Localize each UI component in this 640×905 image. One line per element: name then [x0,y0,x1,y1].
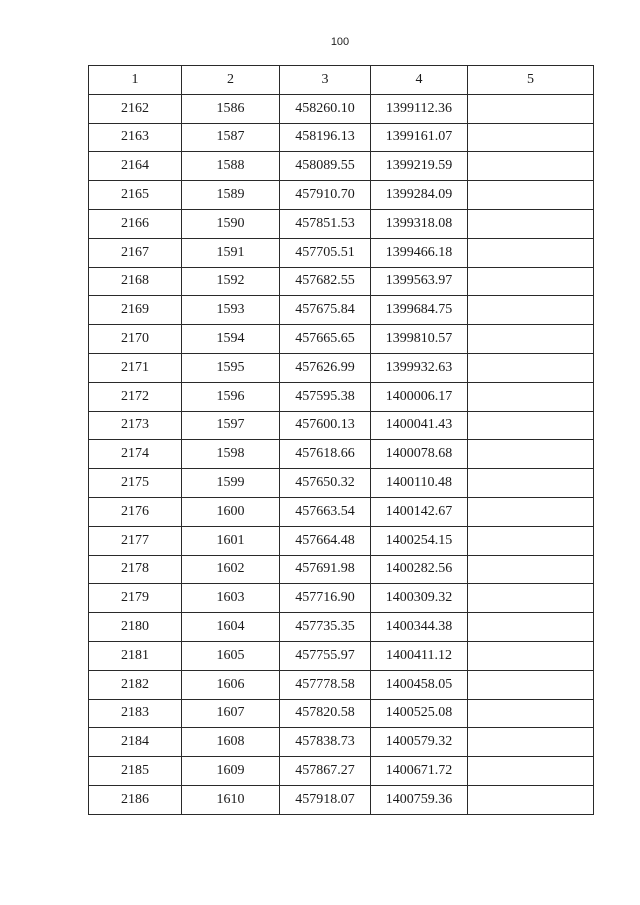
table-row [89,497,594,526]
table-cell: 1608 [182,728,280,757]
table-row [89,181,594,210]
table-cell: 2177 [89,526,182,555]
table-cell: 457682.55 [280,267,371,296]
table-cell: 457820.58 [280,699,371,728]
table-cell [468,469,594,498]
table-row [89,267,594,296]
table-cell: 1601 [182,526,280,555]
table-cell: 1399318.08 [371,209,468,238]
table-cell [468,728,594,757]
table-cell: 1400006.17 [371,382,468,411]
table-cell: 1591 [182,238,280,267]
table-cell [468,152,594,181]
table-cell: 458089.55 [280,152,371,181]
table-cell: 2168 [89,267,182,296]
table-row [89,94,594,123]
table-cell: 2180 [89,613,182,642]
table-cell: 1607 [182,699,280,728]
table-cell: 1593 [182,296,280,325]
table-header-row [89,66,594,95]
table-cell: 2182 [89,670,182,699]
table-cell [468,641,594,670]
table-cell: 457838.73 [280,728,371,757]
table-row [89,325,594,354]
table-cell: 1399161.07 [371,123,468,152]
table-row [89,440,594,469]
table-row [89,526,594,555]
table-cell: 457851.53 [280,209,371,238]
table-cell [468,785,594,814]
table-cell: 2162 [89,94,182,123]
table-cell: 1603 [182,584,280,613]
table-cell: 2163 [89,123,182,152]
table-cell: 457705.51 [280,238,371,267]
table-cell: 1596 [182,382,280,411]
table-cell [468,238,594,267]
table-cell: 1399219.59 [371,152,468,181]
table-row [89,613,594,642]
table-cell [468,584,594,613]
column-header: 5 [468,66,594,95]
table-cell: 458196.13 [280,123,371,152]
table-cell: 1590 [182,209,280,238]
table-cell: 457665.65 [280,325,371,354]
table-cell [468,670,594,699]
table-cell [468,353,594,382]
table-cell [468,267,594,296]
table-cell: 1399684.75 [371,296,468,325]
table-row [89,555,594,584]
table-row [89,353,594,382]
table-row [89,382,594,411]
table-cell [468,209,594,238]
table-cell: 457778.58 [280,670,371,699]
table-cell: 457910.70 [280,181,371,210]
table-cell: 1602 [182,555,280,584]
table-cell: 1586 [182,94,280,123]
table-cell: 457663.54 [280,497,371,526]
table-row [89,123,594,152]
table-cell: 457618.66 [280,440,371,469]
table-cell: 2181 [89,641,182,670]
table-cell: 457595.38 [280,382,371,411]
table-cell: 1606 [182,670,280,699]
table-cell: 1587 [182,123,280,152]
table-row [89,728,594,757]
table-cell [468,325,594,354]
table-cell [468,699,594,728]
table-cell: 1400759.36 [371,785,468,814]
table-cell: 2167 [89,238,182,267]
table-cell: 1400142.67 [371,497,468,526]
table-row [89,296,594,325]
table-cell: 1400254.15 [371,526,468,555]
table-cell: 457867.27 [280,757,371,786]
table-cell: 1399932.63 [371,353,468,382]
table-cell: 457716.90 [280,584,371,613]
table-cell: 457755.97 [280,641,371,670]
table-cell: 457600.13 [280,411,371,440]
table-cell: 1400525.08 [371,699,468,728]
table-row [89,584,594,613]
table-cell: 2171 [89,353,182,382]
table-body [89,66,594,815]
table-cell: 457918.07 [280,785,371,814]
table-cell: 1609 [182,757,280,786]
table-cell: 1595 [182,353,280,382]
table-cell: 1400078.68 [371,440,468,469]
table-cell [468,613,594,642]
table-cell [468,181,594,210]
table-cell: 2164 [89,152,182,181]
table-cell [468,94,594,123]
column-header: 3 [280,66,371,95]
table-cell: 458260.10 [280,94,371,123]
table-cell: 1598 [182,440,280,469]
table-cell: 2184 [89,728,182,757]
table-cell: 457675.84 [280,296,371,325]
table-cell: 2185 [89,757,182,786]
table-cell: 2179 [89,584,182,613]
table-row [89,209,594,238]
table-cell: 1400282.56 [371,555,468,584]
table-cell: 1604 [182,613,280,642]
table-cell: 1594 [182,325,280,354]
table-cell: 2186 [89,785,182,814]
table-row [89,757,594,786]
table-cell: 1399466.18 [371,238,468,267]
coordinates-table [88,65,594,815]
column-header: 2 [182,66,280,95]
table-cell: 1592 [182,267,280,296]
table-cell: 2170 [89,325,182,354]
table-cell: 2173 [89,411,182,440]
table-cell: 457626.99 [280,353,371,382]
table-cell: 1400458.05 [371,670,468,699]
table-cell: 1400344.38 [371,613,468,642]
table-cell: 1605 [182,641,280,670]
table-cell [468,123,594,152]
table-cell: 1599 [182,469,280,498]
table-cell [468,555,594,584]
table-cell: 1588 [182,152,280,181]
table-cell: 2178 [89,555,182,584]
table-cell: 457691.98 [280,555,371,584]
table-cell [468,497,594,526]
table-cell: 1610 [182,785,280,814]
table-cell: 2183 [89,699,182,728]
table-cell: 1400041.43 [371,411,468,440]
table-cell: 2172 [89,382,182,411]
column-header: 1 [89,66,182,95]
table-cell [468,526,594,555]
table-cell: 457735.35 [280,613,371,642]
table-cell: 2174 [89,440,182,469]
table-row [89,670,594,699]
table-row [89,641,594,670]
table-cell: 1399810.57 [371,325,468,354]
table-row [89,469,594,498]
column-header: 4 [371,66,468,95]
table-cell [468,440,594,469]
table-cell: 1400579.32 [371,728,468,757]
table-row [89,152,594,181]
table-cell: 1600 [182,497,280,526]
table-cell: 2175 [89,469,182,498]
table-cell: 2165 [89,181,182,210]
table-cell [468,296,594,325]
table-row [89,238,594,267]
table-cell: 1400110.48 [371,469,468,498]
table-cell: 2166 [89,209,182,238]
table-cell: 1399284.09 [371,181,468,210]
table-row [89,699,594,728]
page-number: 100 [330,36,350,48]
table-row [89,785,594,814]
table-cell [468,382,594,411]
table-cell: 1399112.36 [371,94,468,123]
table-cell: 1400671.72 [371,757,468,786]
table-cell: 457650.32 [280,469,371,498]
table-cell: 1400411.12 [371,641,468,670]
table-cell: 457664.48 [280,526,371,555]
table-cell [468,757,594,786]
table-cell: 1589 [182,181,280,210]
table-cell: 1400309.32 [371,584,468,613]
table-cell: 2176 [89,497,182,526]
table-cell: 1597 [182,411,280,440]
table-cell [468,411,594,440]
table-cell: 1399563.97 [371,267,468,296]
table-row [89,411,594,440]
table-cell: 2169 [89,296,182,325]
